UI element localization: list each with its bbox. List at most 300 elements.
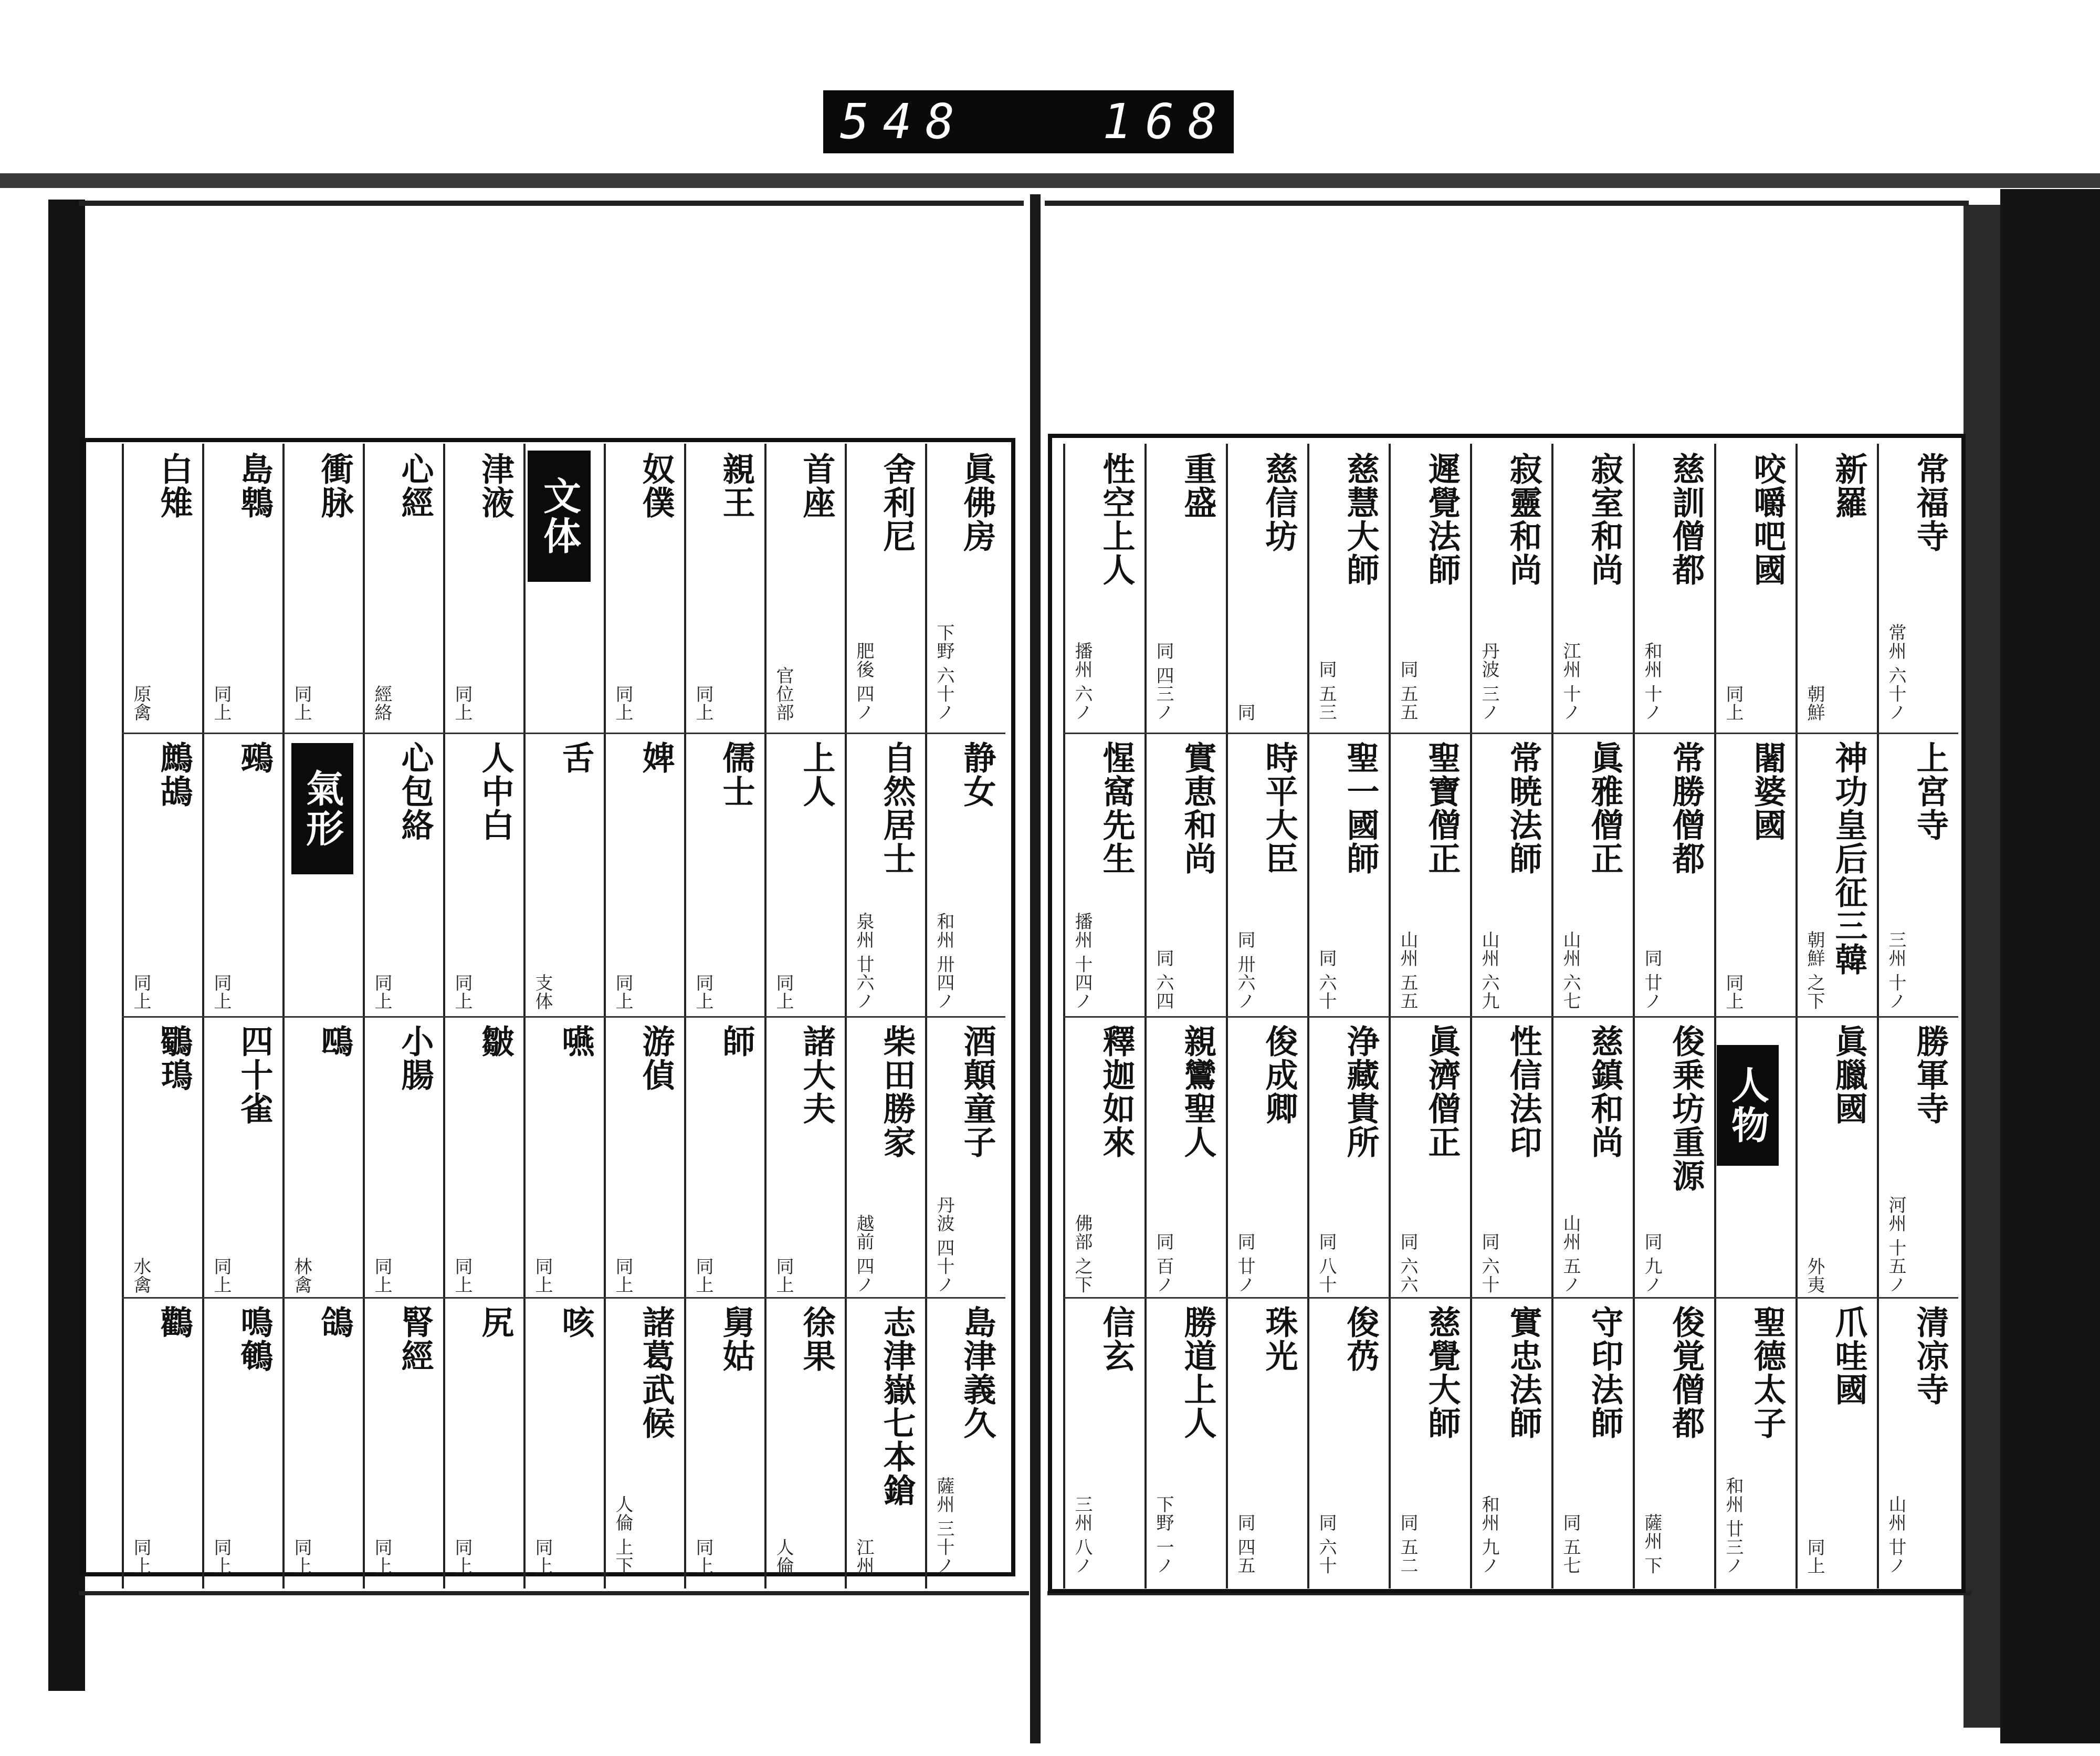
row-rule (363, 1297, 443, 1299)
entry-reference: 薩州 三十ノ (933, 1477, 954, 1575)
entry-word: 舍利尼 (878, 452, 916, 553)
entry-word: 常勝僧都 (1667, 741, 1705, 875)
entry-reference: 同上 (211, 1257, 232, 1294)
entry-word: 自然居士 (878, 741, 916, 875)
entry-word: 神功皇后征三韓 (1830, 741, 1868, 976)
entry-word: 性空上人 (1097, 452, 1136, 587)
entry-cell (1553, 733, 1632, 1019)
entry-reference: 山州 六九 (1478, 931, 1499, 1010)
entry-word: 舌 (556, 741, 595, 775)
row-rule (122, 1016, 202, 1018)
entry-reference: 同上 (612, 1257, 633, 1294)
entry-word: 婢 (637, 741, 675, 775)
entry-cell (686, 444, 763, 730)
entry-reference: 同上 (612, 974, 633, 1010)
entry-cell (1147, 444, 1225, 730)
row-rule (1633, 1297, 1714, 1299)
row-rule (1796, 1297, 1877, 1299)
entry-word: 親王 (717, 452, 755, 519)
row-rule (1144, 733, 1226, 734)
entry-cell (1309, 1297, 1388, 1583)
entry-word: 酒顛童子 (958, 1025, 996, 1159)
entry-cell (1798, 444, 1876, 730)
row-rule (1063, 733, 1144, 734)
entry-word: 眞佛房 (958, 452, 996, 553)
row-rule (282, 733, 363, 734)
row-rule (282, 1016, 363, 1018)
entry-reference: 同 五七 (1560, 1513, 1581, 1575)
entry-cell (1228, 1016, 1306, 1302)
entry-reference: 同上 (452, 1538, 472, 1575)
entry-word: 眞臘國 (1830, 1025, 1868, 1125)
entry-word: 奴僕 (637, 452, 675, 519)
row-rule (845, 1297, 925, 1299)
row-rule (1714, 1297, 1796, 1299)
entry-word: 師 (717, 1025, 755, 1058)
entry-word: 爪哇國 (1830, 1305, 1868, 1406)
entry-word: 重盛 (1179, 452, 1217, 519)
entry-reference: 同上 (371, 974, 392, 1010)
entry-reference: 下野 一ノ (1153, 1495, 1174, 1575)
entry-cell (1147, 1016, 1225, 1302)
entry-word: 徐果 (797, 1305, 836, 1373)
entry-reference: 同上 (1723, 974, 1744, 1010)
entry-word: 鸛 (155, 1305, 193, 1339)
entry-cell (927, 444, 1004, 730)
entry-cell (766, 733, 844, 1019)
entry-reference: 朝鮮 之下 (1804, 931, 1825, 1010)
row-rule (925, 1297, 1005, 1299)
entry-cell (1472, 444, 1550, 730)
entry-cell (686, 1297, 763, 1583)
entry-cell (1309, 1016, 1388, 1302)
entry-word: 腎經 (396, 1305, 434, 1373)
row-rule (1389, 733, 1470, 734)
entry-reference: 同上 (773, 974, 794, 1010)
entry-word: 上人 (797, 741, 836, 808)
entry-word: 聖德太子 (1748, 1305, 1787, 1440)
row-rule (1714, 1016, 1796, 1018)
entry-reference: 河州 十五ノ (1885, 1196, 1906, 1294)
entry-reference: 同上 (130, 1538, 151, 1575)
entry-reference: 同上 (692, 974, 713, 1010)
row-rule (684, 1297, 764, 1299)
entry-reference: 薩州 下 (1641, 1513, 1662, 1575)
entry-reference: 泉州 廿六ノ (853, 912, 874, 1010)
entry-cell (766, 444, 844, 730)
row-rule (1389, 1297, 1470, 1299)
entry-cell (1553, 1297, 1632, 1583)
entry-cell (1635, 1297, 1713, 1583)
entry-cell (1553, 444, 1632, 730)
entry-cell (1716, 1297, 1794, 1583)
entry-word: 闍婆國 (1748, 741, 1787, 842)
entry-reference: 山州 五五 (1397, 931, 1418, 1010)
entry-reference: 同 五二 (1397, 1513, 1418, 1575)
row-rule (1226, 1297, 1307, 1299)
row-rule (1470, 1016, 1551, 1018)
entry-reference: 三州 十ノ (1885, 931, 1906, 1010)
entry-cell (285, 444, 362, 730)
entry-reference: 經絡 (371, 685, 392, 722)
entry-cell (1065, 444, 1143, 730)
entry-cell (1635, 1016, 1713, 1302)
row-rule (1877, 1297, 1958, 1299)
entry-cell (1716, 444, 1794, 730)
entry-reference: 原禽 (130, 685, 151, 722)
entry-cell (1879, 733, 1957, 1019)
row-rule (1063, 1016, 1144, 1018)
entry-reference: 丹波 四十ノ (933, 1196, 954, 1294)
row-rule (523, 733, 604, 734)
entry-reference: 同 廿ノ (1641, 949, 1662, 1010)
entry-cell (766, 1016, 844, 1302)
row-rule (1633, 1016, 1714, 1018)
entry-word: 慈信坊 (1260, 452, 1298, 553)
entry-reference: 同上 (1804, 1538, 1825, 1575)
entry-reference: 同 四三ノ (1153, 642, 1174, 722)
top-binding-strip (0, 173, 2100, 188)
entry-word: 舅姑 (717, 1305, 755, 1373)
entry-reference: 山州 五ノ (1560, 1214, 1581, 1294)
entry-cell (1065, 733, 1143, 1019)
entry-cell (445, 444, 522, 730)
entry-word: 慈覺大師 (1423, 1305, 1461, 1440)
row-rule (1551, 733, 1633, 734)
entry-word: 親鸞聖人 (1179, 1025, 1217, 1159)
entry-reference: 山州 六七 (1560, 931, 1581, 1010)
row-rule (684, 1016, 764, 1018)
center-gutter (1030, 194, 1041, 1743)
entry-reference: 同 五五 (1397, 660, 1418, 722)
entry-cell (847, 733, 924, 1019)
entry-cell (1798, 1016, 1876, 1302)
entry-reference: 同 廿ノ (1234, 1232, 1255, 1294)
row-rule (1877, 1016, 1958, 1018)
entry-reference: 林禽 (291, 1257, 312, 1294)
entry-word: 聖寶僧正 (1423, 741, 1461, 875)
row-rule (925, 1016, 1005, 1018)
row-rule (1877, 733, 1958, 734)
entry-reference: 同上 (130, 974, 151, 1010)
entry-reference: 支体 (532, 974, 553, 1010)
entry-word: 柴田勝家 (878, 1025, 916, 1159)
left-page-edge (48, 200, 85, 1691)
entry-cell (204, 444, 281, 730)
entry-reference: 同上 (692, 685, 713, 722)
row-rule (1551, 1016, 1633, 1018)
entry-word: 鸀鳿 (155, 1025, 193, 1092)
entry-reference: 官位部 (773, 666, 794, 722)
entry-word: 首座 (797, 452, 836, 519)
entry-reference: 和州 九ノ (1478, 1495, 1499, 1575)
row-rule (764, 733, 845, 734)
entry-cell (1798, 1297, 1876, 1583)
entry-word: 咬嚼吧國 (1748, 452, 1787, 587)
entry-word: 眞濟僧正 (1423, 1025, 1461, 1159)
entry-reference: 丹波 三ノ (1478, 642, 1499, 722)
entry-reference: 同 九ノ (1641, 1232, 1662, 1294)
entry-reference: 同 八十 (1316, 1232, 1337, 1294)
entry-reference: 播州 十四ノ (1072, 912, 1093, 1010)
row-rule (604, 1016, 684, 1018)
entry-word: 小腸 (396, 1025, 434, 1092)
entry-word: 常暁法師 (1504, 741, 1542, 875)
entry-word: 津液 (476, 452, 514, 519)
entry-cell (686, 1016, 763, 1302)
entry-reference: 常州 六十ノ (1885, 623, 1906, 722)
entry-reference: 同 六十 (1316, 949, 1337, 1010)
entry-cell (365, 733, 442, 1019)
entry-word: 四十雀 (235, 1025, 274, 1125)
entry-word: 俊覚僧都 (1667, 1305, 1705, 1440)
row-rule (202, 1297, 282, 1299)
row-rule (202, 733, 282, 734)
row-rule (845, 1016, 925, 1018)
entry-word: 守印法師 (1586, 1305, 1624, 1440)
entry-cell (847, 1297, 924, 1583)
entry-reference: 同上 (692, 1538, 713, 1575)
right-page-edge-strip (1964, 205, 2000, 1728)
entry-cell (1472, 1016, 1550, 1302)
row-rule (122, 733, 202, 734)
entry-cell (1147, 733, 1225, 1019)
entry-cell (927, 1016, 1004, 1302)
entry-word: 諸大夫 (797, 1025, 836, 1125)
entry-cell (1228, 1297, 1306, 1583)
entry-word: 聖一國師 (1341, 741, 1380, 875)
row-rule (282, 1297, 363, 1299)
entry-reference: 江州 十ノ (1560, 642, 1581, 722)
entry-cell (1391, 1297, 1469, 1583)
entry-word: 性信法印 (1504, 1025, 1542, 1159)
entry-reference: 同上 (371, 1538, 392, 1575)
entry-reference: 同 卅六ノ (1234, 931, 1255, 1010)
row-rule (1470, 733, 1551, 734)
row-rule (1307, 733, 1389, 734)
index-number-right: 168 (1102, 93, 1231, 150)
entry-word: 静女 (958, 741, 996, 808)
entry-cell (526, 1016, 603, 1302)
row-rule (1226, 1016, 1307, 1018)
entry-cell (1391, 733, 1469, 1019)
entry-cell (1879, 1297, 1957, 1583)
right-binding-edge (2000, 189, 2100, 1743)
entry-cell (445, 733, 522, 1019)
entry-word: 鷓鴣 (155, 741, 193, 808)
entry-word: 心經 (396, 452, 434, 519)
row-rule (684, 733, 764, 734)
entry-cell (1228, 444, 1306, 730)
entry-word: 惺窩先生 (1097, 741, 1136, 875)
row-rule (1063, 1297, 1144, 1299)
entry-reference: 佛部 之下 (1072, 1214, 1093, 1294)
entry-cell (285, 1016, 362, 1302)
row-rule (1796, 1016, 1877, 1018)
entry-reference: 和州 廿三ノ (1723, 1477, 1744, 1575)
entry-cell (526, 1297, 603, 1583)
entry-cell (285, 1297, 362, 1583)
entry-reference: 同上 (692, 1257, 713, 1294)
entry-word: 遲覺法師 (1423, 452, 1461, 587)
row-rule (1307, 1297, 1389, 1299)
row-rule (1389, 1016, 1470, 1018)
section-header-shitai: 文体 (528, 451, 591, 582)
entry-cell (606, 733, 683, 1019)
entry-cell (365, 1297, 442, 1583)
entry-cell (1228, 733, 1306, 1019)
entry-cell (1553, 1016, 1632, 1302)
left-page-bottom-rule (79, 1591, 1029, 1595)
entry-word: 寂靈和尚 (1504, 452, 1542, 587)
row-rule (443, 1297, 523, 1299)
entry-cell (606, 1016, 683, 1302)
entry-word: 時平大臣 (1260, 741, 1298, 875)
entry-cell (204, 1297, 281, 1583)
entry-cell (124, 733, 201, 1019)
section-header-kikei: 氣形 (291, 743, 353, 874)
index-number-left: 548 (840, 93, 969, 150)
row-rule (1633, 733, 1714, 734)
entry-cell (1635, 733, 1713, 1019)
entry-word: 慈鎮和尚 (1586, 1025, 1624, 1159)
row-rule (122, 1297, 202, 1299)
row-rule (202, 1016, 282, 1018)
entry-reference: 同 百ノ (1153, 1232, 1174, 1294)
entry-reference: 同上 (532, 1538, 553, 1575)
entry-reference: 同 (1234, 703, 1255, 722)
entry-cell (445, 1016, 522, 1302)
entry-cell (927, 1297, 1004, 1583)
left-page-top-border (79, 201, 1024, 206)
entry-word: 皺 (476, 1025, 514, 1058)
entry-reference: 同 六四 (1153, 949, 1174, 1010)
entry-word: 釋迦如來 (1097, 1025, 1136, 1159)
entry-cell (1716, 733, 1794, 1019)
entry-cell (1309, 733, 1388, 1019)
entry-word: 鴿 (316, 1305, 354, 1339)
entry-word: 尻 (476, 1305, 514, 1339)
entry-reference: 同上 (452, 685, 472, 722)
row-rule (1551, 1297, 1633, 1299)
entry-cell (1798, 733, 1876, 1019)
entry-word: 人中白 (476, 741, 514, 842)
entry-cell (1391, 444, 1469, 730)
entry-word: 勝道上人 (1179, 1305, 1217, 1440)
entry-reference: 同上 (612, 685, 633, 722)
entry-cell (847, 444, 924, 730)
entry-word: 諸葛武候 (637, 1305, 675, 1440)
entry-reference: 外夷 (1804, 1257, 1825, 1294)
entry-word: 鵐 (235, 741, 274, 775)
entry-reference: 和州 卅四ノ (933, 912, 954, 1010)
entry-reference: 同上 (371, 1257, 392, 1294)
entry-word: 慈訓僧都 (1667, 452, 1705, 587)
row-rule (925, 733, 1005, 734)
entry-word: 慈慧大師 (1341, 452, 1380, 587)
entry-cell (1635, 444, 1713, 730)
entry-reference: 同 五三 (1316, 660, 1337, 722)
right-page-top-border (1045, 201, 1969, 206)
entry-reference: 同上 (211, 974, 232, 1010)
row-rule (1144, 1016, 1226, 1018)
entry-word: 鴄 (316, 1025, 354, 1058)
entry-cell (686, 733, 763, 1019)
entry-cell (1309, 444, 1388, 730)
row-rule (764, 1016, 845, 1018)
entry-reference: 同 六六 (1397, 1232, 1418, 1294)
entry-word: 衝脉 (316, 452, 354, 519)
entry-reference: 播州 六ノ (1072, 642, 1093, 722)
entry-word: 浄藏貴所 (1341, 1025, 1380, 1159)
entry-word: 清凉寺 (1911, 1305, 1949, 1406)
entry-cell (606, 444, 683, 730)
entry-cell (445, 1297, 522, 1583)
entry-cell (927, 733, 1004, 1019)
entry-cell (124, 1016, 201, 1302)
entry-word: 珠光 (1260, 1305, 1298, 1373)
entry-reference: 和州 十ノ (1641, 642, 1662, 722)
entry-word: 常福寺 (1911, 452, 1949, 553)
row-rule (363, 1016, 443, 1018)
row-rule (604, 733, 684, 734)
row-rule (443, 1016, 523, 1018)
row-rule (1226, 733, 1307, 734)
entry-reference: 同上 (291, 685, 312, 722)
entry-word: 寂室和尚 (1586, 452, 1624, 587)
entry-word: 俊成卿 (1260, 1025, 1298, 1125)
entry-word: 游偵 (637, 1025, 675, 1092)
entry-reference: 人倫 上下 (612, 1495, 633, 1575)
entry-reference: 同上 (1723, 685, 1744, 722)
entry-cell (1879, 444, 1957, 730)
entry-reference: 同上 (452, 1257, 472, 1294)
entry-reference: 越前 四ノ (853, 1214, 874, 1294)
row-rule (363, 733, 443, 734)
entry-word: 志津嶽七本鎗 (878, 1305, 916, 1507)
entry-reference: 肥後 四ノ (853, 642, 874, 722)
entry-word: 心包絡 (396, 741, 434, 842)
entry-cell (204, 733, 281, 1019)
entry-word: 眞雅僧正 (1586, 741, 1624, 875)
entry-word: 咳 (556, 1305, 595, 1339)
entry-word: 實恵和尚 (1179, 741, 1217, 875)
entry-cell (1391, 1016, 1469, 1302)
entry-cell (124, 444, 201, 730)
entry-cell (847, 1016, 924, 1302)
row-rule (604, 1297, 684, 1299)
entry-cell (1472, 1297, 1550, 1583)
entry-cell (1472, 733, 1550, 1019)
row-rule (845, 733, 925, 734)
entry-cell (526, 733, 603, 1019)
entry-reference: 同 四五 (1234, 1513, 1255, 1575)
row-rule (1796, 733, 1877, 734)
entry-reference: 同 六十 (1316, 1513, 1337, 1575)
entry-cell (365, 1016, 442, 1302)
entry-cell (1065, 1297, 1143, 1583)
entry-word: 島鵯 (235, 452, 274, 519)
entry-word: 勝軍寺 (1911, 1025, 1949, 1125)
entry-reference: 三州 八ノ (1072, 1495, 1093, 1575)
entry-reference: 同上 (211, 1538, 232, 1575)
entry-reference: 同上 (773, 1257, 794, 1294)
entry-cell (365, 444, 442, 730)
entry-cell (1879, 1016, 1957, 1302)
entry-reference: 同上 (452, 974, 472, 1010)
entry-word: 俊芿 (1341, 1305, 1380, 1373)
row-rule (764, 1297, 845, 1299)
